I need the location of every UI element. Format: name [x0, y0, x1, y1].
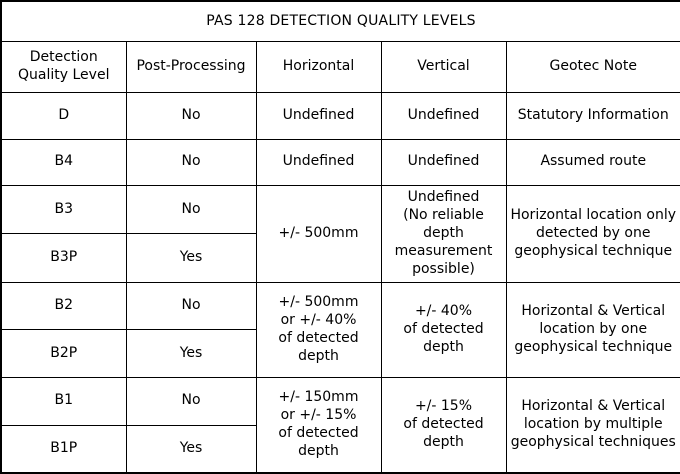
horizontal-cell: Undefined: [256, 92, 381, 139]
level-cell: B2P: [1, 330, 126, 378]
note-line: Horizontal & Vertical: [521, 398, 666, 415]
horizontal-line: depth: [298, 347, 339, 364]
note-cell: [506, 378, 680, 473]
header-row: [1, 42, 680, 93]
header-horizontal: Horizontal: [256, 42, 381, 93]
note-line: geophysical technique: [514, 338, 673, 355]
horizontal-line: or +/- 40%: [280, 311, 357, 328]
table-row-b1: [1, 378, 680, 426]
table-title: PAS 128 DETECTION QUALITY LEVELS: [1, 1, 680, 42]
horizontal-cell: Undefined: [256, 139, 381, 186]
horizontal-line: +/- 150mm: [278, 389, 359, 406]
header-vertical: Vertical: [381, 42, 506, 93]
vertical-line: Undefined: [407, 189, 480, 206]
table-row-b4: [1, 139, 680, 186]
table-row-b2: [1, 282, 680, 330]
note-line: geophysical technique: [514, 242, 673, 259]
note-line: detected by one: [536, 224, 651, 241]
vertical-line: depth: [423, 433, 464, 450]
post-processing-cell: No: [126, 92, 256, 139]
note-cell: [506, 282, 680, 377]
note-line: location by multiple: [523, 416, 663, 433]
note-cell: Statutory Information: [506, 92, 680, 139]
level-cell: D: [1, 92, 126, 139]
vertical-line: depth: [423, 224, 464, 241]
note-cell: [506, 186, 680, 282]
vertical-cell: Undefined: [381, 92, 506, 139]
vertical-line: +/- 15%: [414, 398, 473, 415]
note-line: Horizontal location only: [510, 207, 677, 224]
post-processing-cell: No: [126, 282, 256, 330]
post-processing-cell: Yes: [126, 330, 256, 378]
vertical-line: depth: [423, 338, 464, 355]
vertical-cell: Undefined: [381, 139, 506, 186]
vertical-line: of detected: [403, 416, 484, 433]
vertical-line: +/- 40%: [414, 302, 473, 319]
post-processing-cell: Yes: [126, 425, 256, 473]
note-line: Horizontal & Vertical: [521, 302, 666, 319]
horizontal-cell: [256, 378, 381, 473]
table-row-d: [1, 92, 680, 139]
post-processing-cell: No: [126, 139, 256, 186]
level-cell: B3: [1, 186, 126, 234]
horizontal-cell: [256, 282, 381, 377]
vertical-line: of detected: [403, 320, 484, 337]
level-cell: B2: [1, 282, 126, 330]
vertical-cell: [381, 282, 506, 377]
level-cell: B4: [1, 139, 126, 186]
note-cell: Assumed route: [506, 139, 680, 186]
post-processing-cell: No: [126, 186, 256, 234]
table-row-b3: [1, 186, 680, 234]
vertical-line: measurement: [394, 242, 493, 259]
level-cell: B3P: [1, 233, 126, 282]
horizontal-line: of detected: [278, 425, 359, 442]
post-processing-cell: Yes: [126, 233, 256, 282]
header-geotec-note: Geotec Note: [506, 42, 680, 93]
horizontal-cell: +/- 500mm: [256, 186, 381, 282]
horizontal-line: depth: [298, 442, 339, 459]
vertical-line: (No reliable: [403, 207, 484, 224]
note-line: location by one: [539, 320, 648, 337]
header-post-processing: Post-Processing: [126, 42, 256, 93]
header-detection-quality-level: [1, 42, 126, 93]
post-processing-cell: No: [126, 378, 256, 426]
level-cell: B1: [1, 378, 126, 426]
vertical-cell: [381, 378, 506, 473]
horizontal-line: +/- 500mm: [278, 294, 359, 311]
header-level-line: Detection: [29, 49, 98, 66]
level-cell: B1P: [1, 425, 126, 473]
note-line: geophysical techniques: [510, 433, 676, 450]
header-level-line: Quality Level: [18, 66, 110, 83]
vertical-line: possible): [412, 260, 475, 277]
horizontal-line: of detected: [278, 329, 359, 346]
vertical-cell: [381, 186, 506, 282]
horizontal-line: or +/- 15%: [280, 407, 357, 424]
